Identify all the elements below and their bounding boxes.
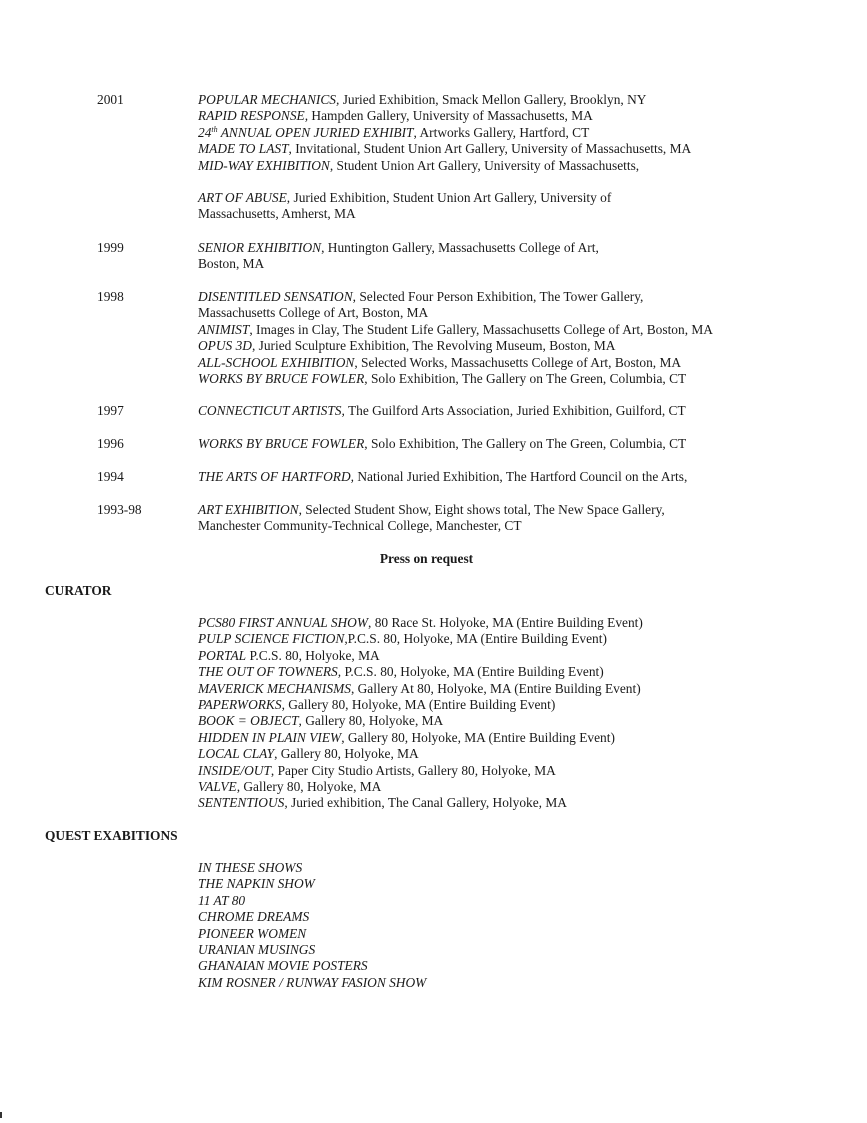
exhibition-title: DISENTITLED SENSATION	[198, 289, 353, 304]
year-label: 1997	[97, 403, 124, 418]
exhibition-entry-continued: Boston, MA	[198, 256, 265, 272]
year-label: 2001	[97, 92, 124, 107]
exhibition-details: , Invitational, Student Union Art Gallery, University of Massachusetts, MA	[288, 141, 692, 157]
year-label: 1994	[97, 469, 124, 484]
section-heading-guest-exhibitions: QUEST EXABITIONS	[45, 828, 178, 843]
exhibition-entry	[198, 190, 858, 206]
show-details: , Gallery At 80, Holyoke, MA (Entire Building Event)	[350, 680, 641, 696]
exhibition-entry-continued: Massachusetts, Amherst, MA	[198, 206, 356, 222]
curator-list	[198, 615, 858, 812]
exhibition-title: MID-WAY EXHIBITION	[198, 157, 330, 173]
curated-show-entry	[198, 648, 858, 664]
curated-show-entry	[198, 795, 858, 811]
exhibition-details: , Juried Sculpture Exhibition, The Revolving Museum, Boston, MA	[251, 338, 616, 354]
exhibition-title: ANIMIST	[198, 321, 250, 337]
guest-show-title: GHANAIAN MOVIE POSTERS	[198, 958, 368, 974]
exhibition-title: ART EXHIBITION	[198, 502, 299, 517]
exhibition-entry	[198, 371, 858, 387]
exhibition-details: , Selected Works, Massachusetts College of Art, Boston, MA	[354, 354, 682, 370]
show-title: HIDDEN IN PLAIN VIEW	[198, 729, 342, 745]
exhibition-entry	[198, 338, 858, 354]
show-title: PORTAL	[198, 647, 247, 663]
year-label: 1993-98	[97, 502, 142, 517]
curated-show-entry	[198, 746, 858, 762]
show-title: THE OUT OF TOWNERS,	[198, 664, 342, 680]
curated-show-entry	[198, 631, 858, 647]
curated-show-entry	[198, 681, 858, 697]
show-title: MAVERICK MECHANISMS	[198, 680, 351, 696]
show-title: PULP SCIENCE FICTION	[198, 631, 345, 647]
show-details: , Paper City Studio Artists, Gallery 80, Holyoke, MA	[270, 762, 556, 778]
exhibition-entry	[198, 403, 858, 419]
exhibition-list	[198, 289, 858, 387]
guest-show-title: PIONEER WOMEN	[198, 925, 307, 941]
guest-show-title: KIM ROSNER / RUNWAY FASION SHOW	[198, 974, 427, 990]
exhibition-entry	[198, 92, 858, 108]
show-details: ,P.C.S. 80, Holyoke, MA (Entire Building Event)	[344, 631, 607, 647]
curated-show-entry	[198, 615, 858, 631]
exhibition-details: Hampden Gallery, University of Massachusetts, MA	[308, 108, 593, 124]
show-details: , Gallery 80, Holyoke, MA	[236, 779, 382, 795]
guest-exhibitions-list	[198, 860, 858, 991]
curated-show-entry	[198, 697, 858, 713]
exhibition-details: , Artworks Gallery, Hartford, CT	[413, 124, 590, 140]
year-label: 1998	[97, 289, 124, 304]
exhibition-entry	[198, 469, 858, 485]
guest-show-title: CHROME DREAMS	[198, 909, 310, 925]
show-title: LOCAL CLAY	[198, 746, 275, 762]
exhibition-title: MADE TO LAST	[198, 141, 289, 157]
exhibition-list	[198, 240, 858, 273]
show-title: SENTENTIOUS	[198, 795, 285, 811]
show-details: , Gallery 80, Holyoke, MA (Entire Building Event)	[341, 729, 615, 745]
curated-show-entry	[198, 763, 858, 779]
scan-edge-mark	[0, 1112, 2, 1118]
press-note: Press on request	[379, 551, 474, 566]
exhibition-entry	[198, 141, 858, 157]
exhibition-title: ANNUAL OPEN JURIED EXHIBIT	[217, 124, 414, 140]
curated-show-entry	[198, 713, 858, 729]
exhibition-details: , Images in Clay, The Student Life Gallery, Massachusetts College of Art, Boston, MA	[249, 321, 713, 337]
exhibition-details: , Solo Exhibition, The Gallery on The Green, Columbia, CT	[364, 371, 687, 387]
exhibition-details: The Guilford Arts Association, Juried Exhibition, Guilford, CT	[344, 403, 686, 418]
exhibition-list	[198, 502, 858, 535]
exhibition-entry	[198, 502, 858, 518]
exhibition-entry	[198, 108, 858, 124]
exhibition-details: , Solo Exhibition, The Gallery on The Green, Columbia, CT	[364, 436, 687, 451]
show-details: , Gallery 80, Holyoke, MA	[298, 713, 444, 729]
guest-show-title: 11 AT 80	[198, 892, 246, 908]
curated-show-entry	[198, 779, 858, 795]
exhibition-entry-continued: Massachusetts College of Art, Boston, MA	[198, 305, 429, 321]
exhibition-title: RAPID RESPONSE,	[198, 108, 309, 124]
guest-show-title: THE NAPKIN SHOW	[198, 876, 315, 892]
year-label: 1999	[97, 240, 124, 255]
exhibition-title: WORKS BY BRUCE FOWLER	[198, 371, 365, 387]
exhibition-entry	[198, 158, 858, 174]
show-title: BOOK = OBJECT	[198, 713, 299, 729]
exhibition-entry	[198, 322, 858, 338]
exhibition-title: OPUS 3D	[198, 338, 252, 354]
show-title: PAPERWORKS	[198, 697, 282, 713]
show-title: VALVE	[198, 779, 237, 795]
exhibition-details: , Selected Student Show, Eight shows total, The New Space Gallery,	[298, 502, 665, 517]
exhibition-title: ALL-SCHOOL EXHIBITION	[198, 354, 355, 370]
exhibition-entry	[198, 240, 858, 256]
exhibition-details: , Juried Exhibition, Student Union Art Gallery, University of	[286, 190, 612, 206]
show-details: , Gallery 80, Holyoke, MA	[274, 746, 419, 762]
exhibition-list	[198, 469, 858, 485]
exhibition-entry	[198, 355, 858, 371]
exhibition-list	[198, 403, 858, 419]
show-details: , Gallery 80, Holyoke, MA (Entire Building Event)	[281, 697, 556, 713]
guest-show-title: IN THESE SHOWS	[198, 860, 303, 875]
exhibition-title-number: 24	[198, 124, 212, 140]
exhibition-title: WORKS BY BRUCE FOWLER	[198, 436, 365, 451]
exhibition-list	[198, 436, 858, 452]
show-details: , 80 Race St. Holyoke, MA (Entire Building Event)	[368, 615, 643, 630]
exhibition-title: CONNECTICUT ARTISTS,	[198, 403, 345, 418]
exhibition-entry	[198, 289, 858, 305]
exhibition-entry	[198, 125, 858, 141]
curated-show-entry	[198, 730, 858, 746]
show-title: INSIDE/OUT	[198, 762, 271, 778]
exhibition-title: SENIOR EXHIBITION	[198, 240, 322, 255]
exhibition-details: Juried Exhibition, Smack Mellon Gallery, Brooklyn, NY	[339, 92, 647, 107]
year-label: 1996	[97, 436, 124, 451]
exhibition-entry	[198, 436, 858, 452]
exhibition-title: ART OF ABUSE	[198, 190, 287, 206]
show-title: PCS80 FIRST ANNUAL SHOW	[198, 615, 369, 630]
curated-show-entry	[198, 664, 858, 680]
exhibition-entry-continued: Manchester Community-Technical College, Manchester, CT	[198, 518, 522, 534]
guest-show-title: URANIAN MUSINGS	[198, 942, 316, 958]
ordinal-suffix: th	[211, 124, 218, 134]
exhibition-title: THE ARTS OF HARTFORD,	[198, 469, 354, 484]
exhibition-list	[198, 92, 858, 223]
exhibition-details: , Selected Four Person Exhibition, The Tower Gallery,	[352, 289, 644, 304]
exhibition-details: National Juried Exhibition, The Hartford Council on the Arts,	[353, 469, 688, 484]
section-heading-curator: CURATOR	[45, 583, 112, 598]
exhibition-title: POPULAR MECHANICS,	[198, 92, 340, 107]
exhibition-details: , Student Union Art Gallery, University of Massachusetts,	[329, 157, 640, 173]
show-details: , Juried exhibition, The Canal Gallery, Holyoke, MA	[284, 795, 567, 811]
exhibition-details: , Huntington Gallery, Massachusetts College of Art,	[321, 240, 599, 255]
show-details: P.C.S. 80, Holyoke, MA (Entire Building Event)	[341, 664, 604, 680]
show-details: P.C.S. 80, Holyoke, MA	[246, 647, 380, 663]
